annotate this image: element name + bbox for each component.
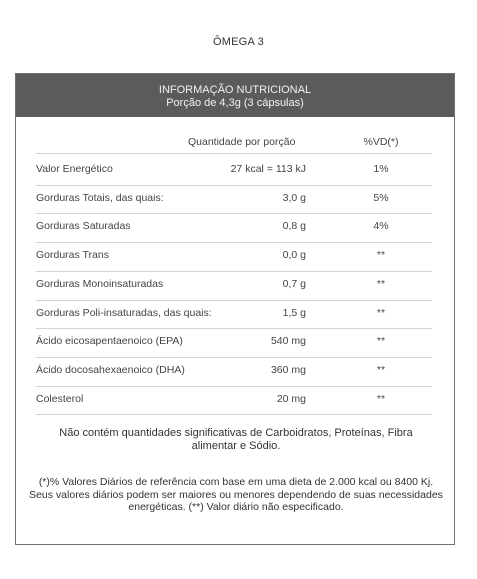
nutrient-vd: ** [376,307,386,319]
nutrient-name: Gorduras Monoinsaturadas [36,278,164,290]
nutrient-vd: ** [376,249,386,261]
row-divider [36,242,432,243]
nutrient-name: Colesterol [36,393,84,405]
nutrient-name: Gorduras Totais, das quais: [36,192,164,204]
footnote: (*)% Valores Diários de referência com base em uma dieta de 2.000 kcal ou 8400 Kj. Seus valores diários podem ser maiores ou menores dependendo de suas necessidades energéticas. (**) Valor diário não especificado. [29,476,443,513]
nutrient-name: Gorduras Trans [36,249,109,261]
nutrient-name: Gorduras Poli-insaturadas, das quais: [36,307,212,319]
nutrient-quantity: 540 mg [270,335,306,347]
nutrient-vd: 5% [373,192,389,204]
nutrient-vd: ** [376,364,386,376]
nutrient-quantity: 20 mg [276,393,306,405]
nutrient-name: Gorduras Saturadas [36,220,131,232]
row-divider [36,328,432,329]
nutrient-quantity: 360 mg [270,364,306,376]
row-divider [36,414,432,415]
row-divider [36,300,432,301]
nutrition-header-title: INFORMAÇÃO NUTRICIONAL [158,84,312,96]
nutrient-quantity: 0,8 g [282,220,306,232]
row-divider [36,213,432,214]
nutrition-header [16,74,454,117]
quantity-column-header: Quantidade por porção [188,136,296,148]
nutrient-quantity: 3,0 g [282,192,306,204]
nutrition-facts-panel [15,73,455,545]
serving-size: Porção de 4,3g (3 cápsulas) [166,97,304,109]
page-title: ÔMEGA 3 [213,36,264,48]
row-divider [36,185,432,186]
row-divider [36,357,432,358]
nutrient-vd: 4% [373,220,389,232]
row-divider [36,271,432,272]
nutrient-vd: ** [376,278,386,290]
nutrient-quantity: 27 kcal = 113 kJ [230,163,306,175]
nutrient-name: Ácido docosahexaenoico (DHA) [36,364,185,376]
vd-column-header: %VD(*) [363,136,399,148]
nutrient-quantity: 0,0 g [282,249,306,261]
header-divider [36,153,432,154]
nutrient-quantity: 0,7 g [282,278,306,290]
nutrient-name: Ácido eicosapentaenoico (EPA) [36,335,183,347]
nutrient-vd: ** [376,335,386,347]
nutrient-vd: 1% [373,163,389,175]
row-divider [36,386,432,387]
nutrient-name: Valor Energético [36,163,113,175]
not-significant-note: Não contém quantidades significativas de Carboidratos, Proteínas, Fibra alimentar e Sódio. [59,427,413,452]
nutrient-vd: ** [376,393,386,405]
nutrient-quantity: 1,5 g [282,307,306,319]
